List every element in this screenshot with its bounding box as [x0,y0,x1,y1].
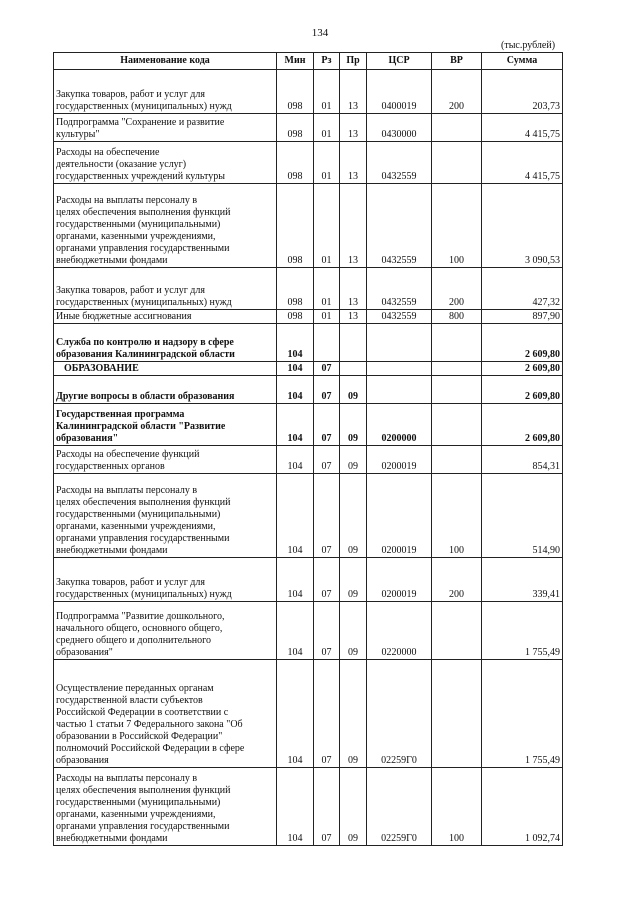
cell-name: Расходы на выплаты персоналу в целях обеспечения выполнения функций государственными (муниципальными) органами, казенными учреждениями, органами управления государственными внебюджетными фондами [54,184,277,268]
cell-min: 104 [277,324,314,362]
units-label: (тыс.рублей) [501,40,556,51]
cell-vr: 100 [432,474,482,558]
cell-csr: 0400019 [367,70,432,114]
cell-min: 104 [277,660,314,768]
cell-vr [432,376,482,404]
cell-csr [367,376,432,404]
cell-csr: 0430000 [367,114,432,142]
cell-min: 104 [277,474,314,558]
cell-rz: 07 [314,602,340,660]
cell-rz: 07 [314,660,340,768]
cell-csr: 0432559 [367,184,432,268]
cell-csr: 0200000 [367,404,432,446]
cell-min: 098 [277,310,314,324]
cell-csr: 02259Г0 [367,660,432,768]
cell-rz: 07 [314,558,340,602]
cell-pr: 09 [340,558,367,602]
cell-pr: 09 [340,404,367,446]
cell-pr: 13 [340,268,367,310]
cell-min: 104 [277,558,314,602]
cell-sum: 2 609,80 [482,362,563,376]
cell-name: Расходы на обеспечение функций государственных органов [54,446,277,474]
table-row [54,268,563,310]
cell-name: Расходы на обеспечение деятельности (оказание услуг) государственных учреждений культуры [54,142,277,184]
cell-vr: 100 [432,184,482,268]
table-row [54,142,563,184]
cell-sum: 854,31 [482,446,563,474]
cell-pr: 09 [340,602,367,660]
cell-rz: 07 [314,474,340,558]
cell-min: 098 [277,268,314,310]
cell-vr: 200 [432,70,482,114]
cell-csr: 02259Г0 [367,768,432,846]
cell-rz: 01 [314,310,340,324]
table-row [54,376,563,404]
cell-min: 098 [277,142,314,184]
table-row [54,660,563,768]
cell-name: Расходы на выплаты персоналу в целях обеспечения выполнения функций государственными (муниципальными) органами, казенными учреждениями, органами управления государственными внебюджетными фондами [54,768,277,846]
cell-name: Другие вопросы в области образования [54,376,277,404]
cell-name: Подпрограмма "Сохранение и развитие культуры" [54,114,277,142]
cell-vr [432,660,482,768]
header-csr: ЦСР [367,53,432,70]
cell-csr: 0200019 [367,558,432,602]
cell-vr [432,114,482,142]
cell-rz: 07 [314,768,340,846]
header-sum: Сумма [482,53,563,70]
cell-pr: 13 [340,184,367,268]
table-row [54,114,563,142]
cell-sum: 339,41 [482,558,563,602]
cell-pr: 09 [340,376,367,404]
cell-vr: 100 [432,768,482,846]
cell-pr: 09 [340,474,367,558]
cell-rz: 01 [314,268,340,310]
table-row [54,768,563,846]
page-number: 134 [311,27,329,39]
cell-pr: 09 [340,446,367,474]
cell-name: Служба по контролю и надзору в сфере образования Калининградской области [54,324,277,362]
header-vr: ВР [432,53,482,70]
cell-name: Подпрограмма "Развитие дошкольного, начального общего, основного общего, среднего общего и дополнительного образования" [54,602,277,660]
cell-min: 104 [277,768,314,846]
table-row [54,362,563,376]
cell-pr: 13 [340,114,367,142]
cell-name: ОБРАЗОВАНИЕ [54,362,277,376]
cell-pr: 09 [340,768,367,846]
header-pr: Пр [340,53,367,70]
cell-rz: 07 [314,404,340,446]
cell-vr: 800 [432,310,482,324]
cell-sum: 3 090,53 [482,184,563,268]
cell-min: 104 [277,362,314,376]
table-row [54,474,563,558]
cell-name: Иные бюджетные ассигнования [54,310,277,324]
cell-rz: 07 [314,362,340,376]
cell-pr: 09 [340,660,367,768]
table-row [54,602,563,660]
table-row [54,558,563,602]
cell-rz: 01 [314,142,340,184]
cell-csr: 0200019 [367,474,432,558]
cell-sum: 427,32 [482,268,563,310]
cell-sum: 514,90 [482,474,563,558]
cell-min: 098 [277,184,314,268]
table-row [54,184,563,268]
budget-table [53,52,563,846]
cell-name: Закупка товаров, работ и услуг для государственных (муниципальных) нужд [54,268,277,310]
cell-vr [432,404,482,446]
cell-csr [367,324,432,362]
cell-sum: 1 092,74 [482,768,563,846]
cell-name: Закупка товаров, работ и услуг для государственных (муниципальных) нужд [54,558,277,602]
cell-min: 104 [277,404,314,446]
cell-name: Закупка товаров, работ и услуг для государственных (муниципальных) нужд [54,70,277,114]
table-row [54,324,563,362]
cell-min: 104 [277,602,314,660]
cell-rz: 01 [314,184,340,268]
cell-sum: 2 609,80 [482,404,563,446]
cell-rz [314,324,340,362]
cell-sum: 4 415,75 [482,142,563,184]
cell-min: 098 [277,70,314,114]
table-row [54,404,563,446]
table-row [54,310,563,324]
cell-min: 098 [277,114,314,142]
cell-pr: 13 [340,310,367,324]
cell-pr: 13 [340,70,367,114]
cell-name: Государственная программа Калининградской области "Развитие образования" [54,404,277,446]
cell-min: 104 [277,376,314,404]
table-row [54,446,563,474]
cell-vr [432,602,482,660]
cell-pr [340,324,367,362]
cell-vr [432,324,482,362]
cell-sum: 203,73 [482,70,563,114]
cell-sum: 1 755,49 [482,602,563,660]
cell-rz: 01 [314,70,340,114]
cell-vr [432,446,482,474]
cell-sum: 4 415,75 [482,114,563,142]
cell-vr [432,142,482,184]
cell-csr: 0432559 [367,310,432,324]
cell-rz: 07 [314,376,340,404]
cell-rz: 01 [314,114,340,142]
cell-vr [432,362,482,376]
cell-sum: 1 755,49 [482,660,563,768]
cell-csr: 0432559 [367,142,432,184]
header-name: Наименование кода [54,53,277,70]
cell-rz: 07 [314,446,340,474]
cell-sum: 897,90 [482,310,563,324]
cell-name: Расходы на выплаты персоналу в целях обеспечения выполнения функций государственными (муниципальными) органами, казенными учреждениями, органами управления государственными внебюджетными фондами [54,474,277,558]
cell-sum: 2 609,80 [482,376,563,404]
cell-pr: 13 [340,142,367,184]
cell-csr: 0432559 [367,268,432,310]
cell-csr: 0220000 [367,602,432,660]
cell-vr: 200 [432,268,482,310]
table-row [54,70,563,114]
header-min: Мин [277,53,314,70]
header-rz: Рз [314,53,340,70]
table-header-row [54,53,563,70]
cell-csr [367,362,432,376]
cell-name: Осуществление переданных органам государственной власти субъектов Российской Федерации в соответствии с частью 1 статьи 7 Федерального закона "Об образовании в Российской Федерации" полномочий Российской Федерации в сфере образования [54,660,277,768]
cell-sum: 2 609,80 [482,324,563,362]
cell-csr: 0200019 [367,446,432,474]
cell-vr: 200 [432,558,482,602]
cell-min: 104 [277,446,314,474]
cell-pr [340,362,367,376]
